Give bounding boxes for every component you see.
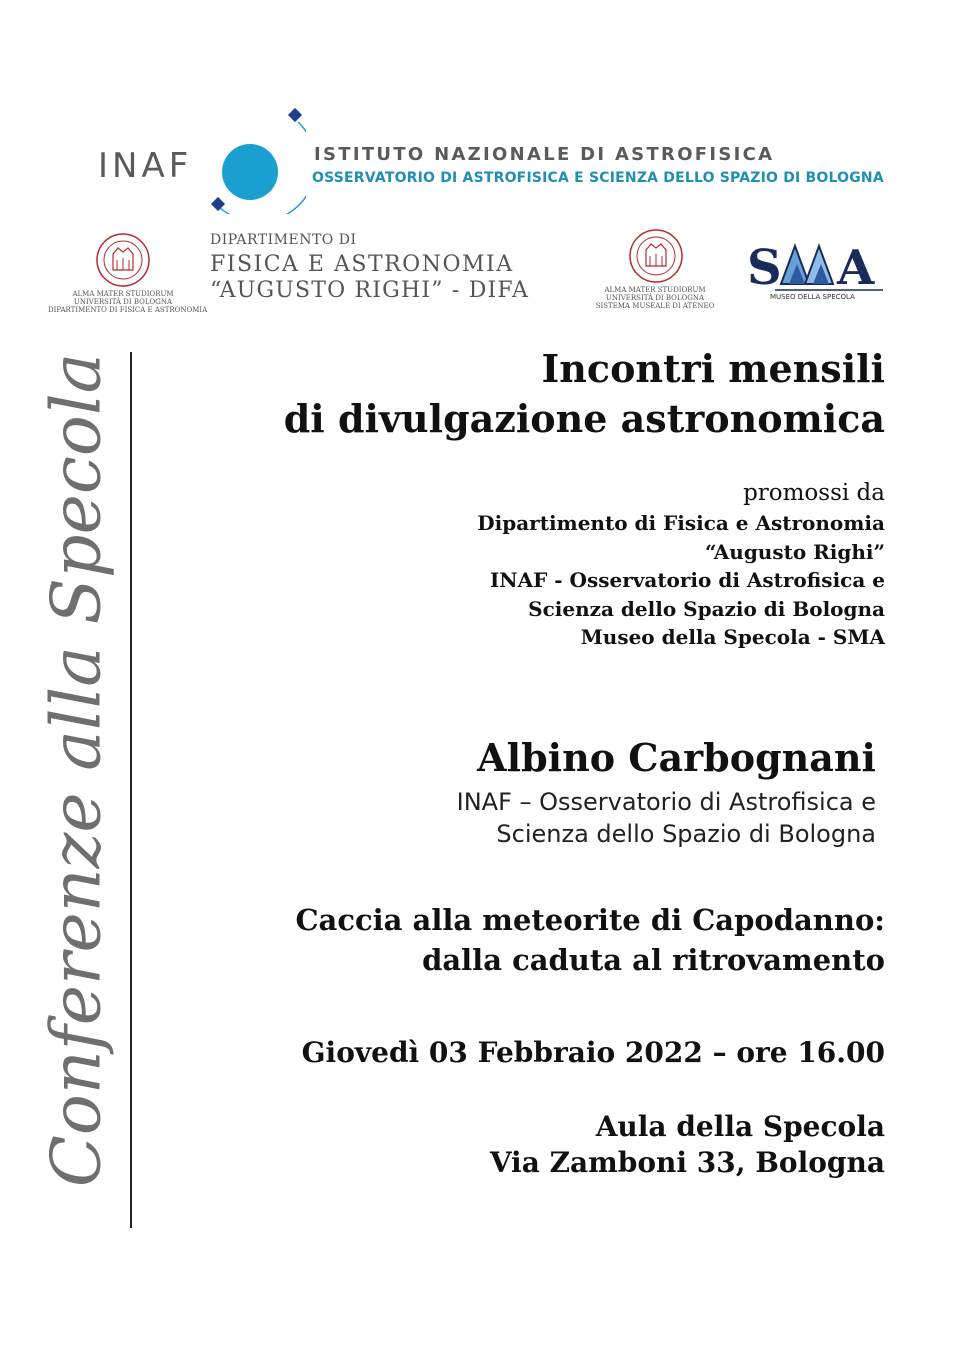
speaker-affiliation-line-2: Scienza dello Spazio di Bologna	[496, 820, 876, 848]
unibo-museum-seal-icon	[628, 228, 684, 284]
unibo-dept-caption: ALMA MATER STUDIORUM UNIVERSITÀ DI BOLOGNA DIPARTIMENTO DI FISICA E ASTRONOMIA	[48, 290, 208, 314]
venue-line-2: Via Zamboni 33, Bologna	[489, 1146, 885, 1179]
difa-logo-line-2: FISICA E ASTRONOMIA	[210, 252, 514, 277]
difa-logo-line-1: DIPARTIMENTO DI	[210, 232, 357, 248]
headline-line-1: Incontri mensili	[541, 346, 885, 391]
promoter-line: INAF - Osservatorio di Astrofisica e	[489, 568, 885, 592]
sma-caption: MUSEO DELLA SPECOLA	[770, 293, 855, 301]
talk-title-line-1: Caccia alla meteorite di Capodanno:	[295, 903, 885, 937]
venue-line-1: Aula della Specola	[595, 1110, 885, 1143]
inaf-acronym: INAF	[98, 146, 193, 186]
institute-name: ISTITUTO NAZIONALE DI ASTROFISICA	[314, 144, 775, 165]
vertical-divider	[130, 352, 132, 1228]
event-date: Giovedì 03 Febbraio 2022 – ore 16.00	[301, 1036, 885, 1069]
observatory-name: OSSERVATORIO DI ASTROFISICA E SCIENZA DELLO SPAZIO DI BOLOGNA	[312, 170, 884, 186]
promoter-line: Museo della Specola - SMA	[580, 625, 885, 649]
talk-title-line-2: dalla caduta al ritrovamento	[422, 943, 885, 977]
headline-line-2: di divulgazione astronomica	[283, 396, 885, 441]
promoter-line: Scienza dello Spazio di Bologna	[528, 597, 885, 621]
svg-text:A: A	[837, 240, 875, 292]
vertical-series-title: Conferenze alla Specola	[37, 352, 117, 1188]
promoters-label: promossi da	[743, 480, 885, 506]
sma-logo-icon	[745, 240, 885, 292]
speaker-affiliation-line-1: INAF – Osservatorio di Astrofisica e	[456, 788, 876, 816]
promoter-line: Dipartimento di Fisica e Astronomia	[477, 511, 885, 535]
difa-logo-line-3: “AUGUSTO RIGHI” - DIFA	[210, 278, 530, 303]
inaf-logo-icon	[206, 104, 306, 214]
unibo-seal-icon	[95, 232, 151, 288]
promoter-line: “Augusto Righi”	[705, 540, 885, 564]
speaker-name: Albino Carbognani	[477, 735, 876, 780]
unibo-museum-caption: ALMA MATER STUDIORUM UNIVERSITÀ DI BOLOGNA SISTEMA MUSEALE DI ATENEO	[595, 286, 715, 310]
svg-text:S: S	[747, 240, 782, 292]
